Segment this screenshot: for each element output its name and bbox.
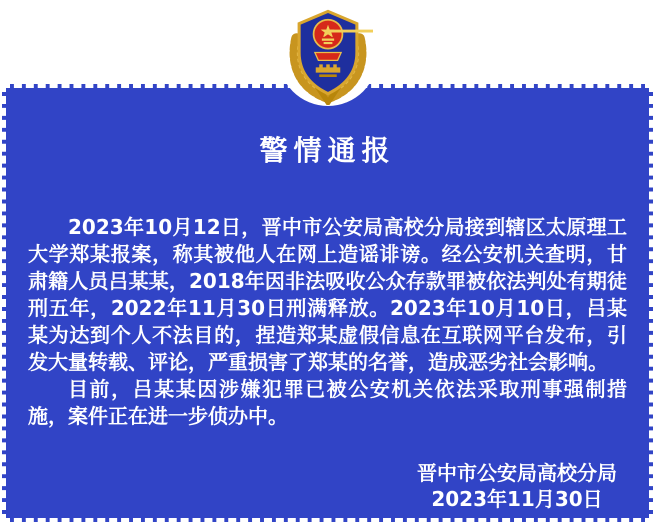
signature-date: 2023年11月30日 [431, 487, 603, 511]
signature-unit: 晋中市公安局高校分局 [417, 461, 617, 485]
notice-panel [2, 84, 653, 522]
signature-block [417, 460, 617, 512]
notice-paragraph-1: 2023年10月12日，晋中市公安局高校分局接到辖区太原理工大学郑某报案，称其被他人在网上造谣诽谤。经公安机关查明，甘肃籍人员吕某某，2018年因非法吸收公众存款罪被依法判处有期徒刑五年，2022年11月30日刑满释放。2023年10月10日，吕某某为达到个人不法目的，捏造郑某虚假信息在互联网平台发布，引发大量转载、评论，严重损害了郑某的名誉，造成恶劣社会影响。 [28, 215, 627, 374]
police-badge-halo [278, 5, 378, 106]
police-badge-icon [283, 7, 373, 105]
notice-paragraph-2: 目前，吕某某因涉嫌犯罪已被公安机关依法采取刑事强制措施，案件正在进一步侦办中。 [28, 377, 627, 428]
notice-title: 警情通报 [259, 134, 396, 167]
